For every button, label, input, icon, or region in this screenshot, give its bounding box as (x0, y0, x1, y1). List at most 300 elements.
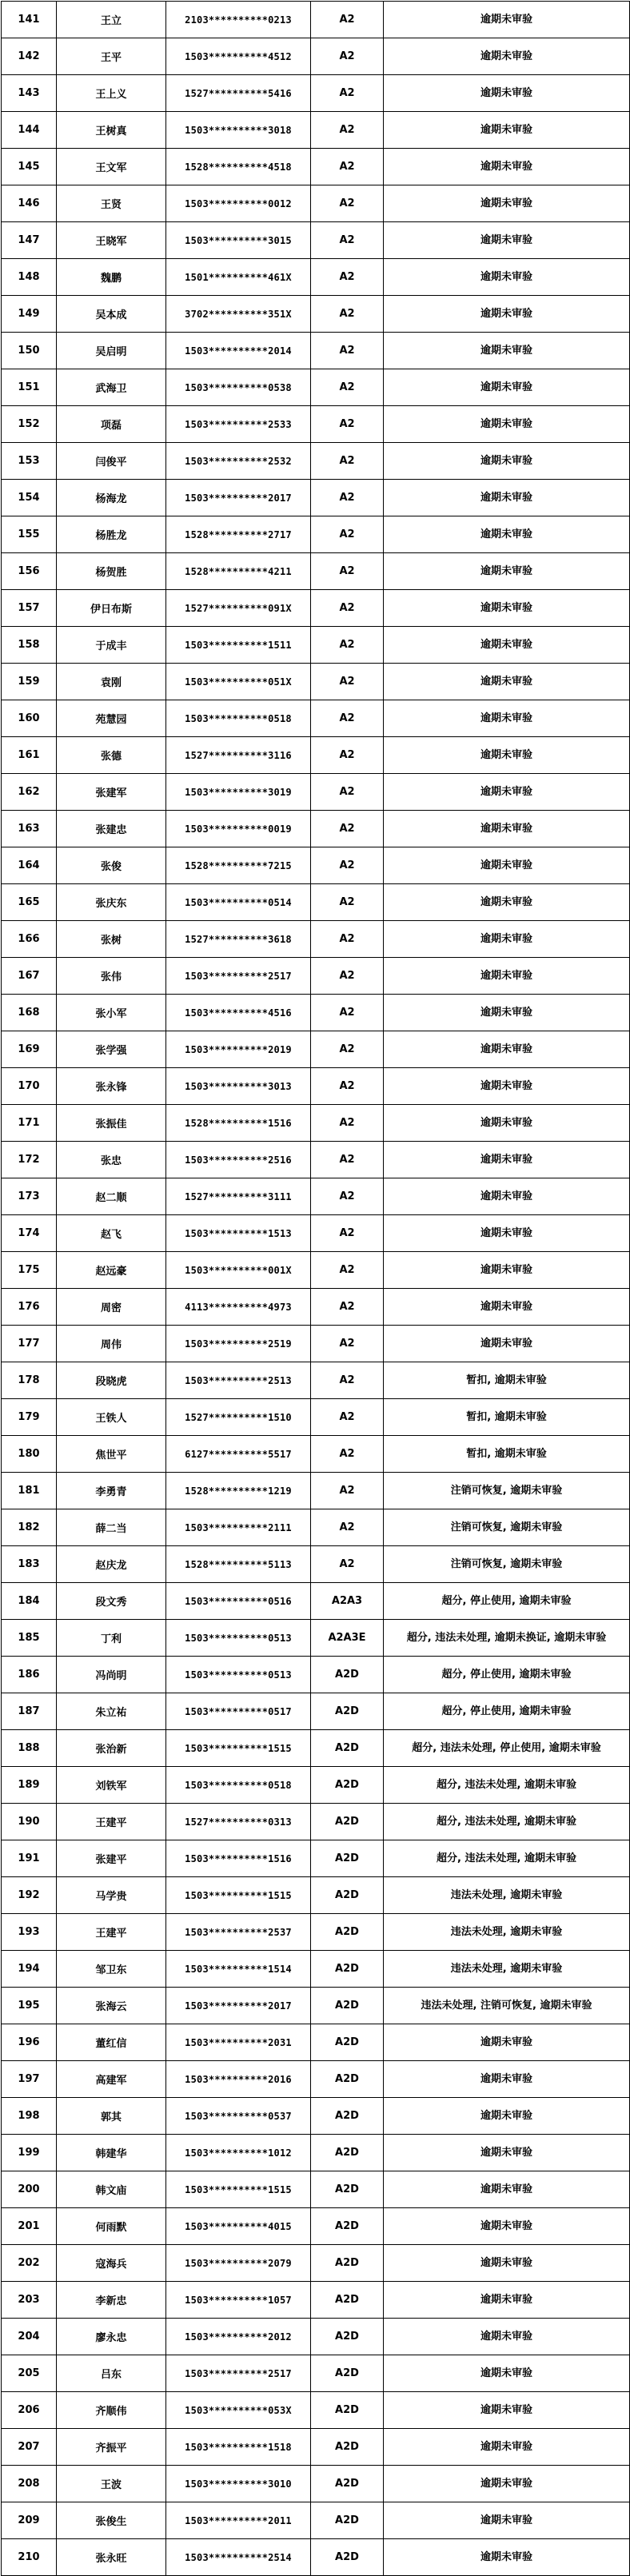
table-row (2, 1583, 630, 1620)
license-status: 逾期未审验 (384, 2171, 630, 2208)
driver-name: 齐顺伟 (57, 2392, 166, 2429)
id-number: 1503**********0518 (166, 700, 311, 737)
license-class: A2 (311, 847, 384, 884)
table-row (2, 2061, 630, 2098)
license-class: A2 (311, 553, 384, 590)
license-status: 逾期未审验 (384, 2429, 630, 2466)
license-class: A2 (311, 884, 384, 921)
table-row (2, 1326, 630, 1362)
license-status: 逾期未审验 (384, 774, 630, 811)
id-number: 1503**********0538 (166, 369, 311, 406)
row-number: 179 (2, 1399, 57, 1436)
row-number: 205 (2, 2355, 57, 2392)
license-class: A2D (311, 2539, 384, 2576)
id-number: 1503**********3013 (166, 1068, 311, 1105)
license-class: A2 (311, 1473, 384, 1509)
license-status: 逾期未审验 (384, 958, 630, 995)
table-row (2, 847, 630, 884)
row-number: 168 (2, 995, 57, 1031)
license-status: 逾期未审验 (384, 259, 630, 296)
license-status: 逾期未审验 (384, 2355, 630, 2392)
license-class: A2 (311, 443, 384, 480)
driver-name: 张忠 (57, 1142, 166, 1178)
id-number: 1503**********2533 (166, 406, 311, 443)
driver-name: 郭其 (57, 2098, 166, 2135)
row-number: 180 (2, 1436, 57, 1473)
license-class: A2D (311, 1988, 384, 2024)
id-number: 1527**********3111 (166, 1178, 311, 1215)
license-class: A2 (311, 480, 384, 516)
license-class: A2D (311, 2502, 384, 2539)
license-class: A2D (311, 2098, 384, 2135)
table-row (2, 2355, 630, 2392)
driver-name: 王上义 (57, 75, 166, 112)
license-status: 逾期未审验 (384, 2098, 630, 2135)
row-number: 142 (2, 38, 57, 75)
id-number: 1528**********1219 (166, 1473, 311, 1509)
id-number: 1528**********7215 (166, 847, 311, 884)
table-row (2, 185, 630, 222)
license-class: A2 (311, 2, 384, 38)
license-class: A2 (311, 1105, 384, 1142)
license-class: A2D (311, 2355, 384, 2392)
driver-name: 王贤 (57, 185, 166, 222)
table-row (2, 958, 630, 995)
table-row (2, 553, 630, 590)
license-status: 逾期未审验 (384, 480, 630, 516)
row-number: 210 (2, 2539, 57, 2576)
driver-name: 王铁人 (57, 1399, 166, 1436)
id-number: 1503**********001X (166, 1252, 311, 1289)
id-number: 1503**********2014 (166, 333, 311, 369)
license-status: 超分, 违法未处理, 停止使用, 逾期未审验 (384, 1730, 630, 1767)
driver-name: 王晓军 (57, 222, 166, 259)
license-status: 逾期未审验 (384, 921, 630, 958)
license-class: A2 (311, 1215, 384, 1252)
license-class: A2 (311, 737, 384, 774)
id-number: 1503**********0012 (166, 185, 311, 222)
license-class: A2D (311, 2429, 384, 2466)
driver-name: 张庆东 (57, 884, 166, 921)
row-number: 190 (2, 1804, 57, 1840)
license-class: A2 (311, 995, 384, 1031)
id-number: 1503**********2012 (166, 2319, 311, 2355)
id-number: 1503**********1518 (166, 2429, 311, 2466)
table-row (2, 1877, 630, 1914)
id-number: 1503**********2017 (166, 1988, 311, 2024)
driver-name: 杨胜龙 (57, 516, 166, 553)
row-number: 193 (2, 1914, 57, 1951)
license-class: A2 (311, 921, 384, 958)
driver-name: 苑慧园 (57, 700, 166, 737)
license-class: A2D (311, 2466, 384, 2502)
license-class: A2 (311, 1031, 384, 1068)
license-status: 逾期未审验 (384, 222, 630, 259)
driver-name: 张建军 (57, 774, 166, 811)
license-status: 逾期未审验 (384, 1215, 630, 1252)
table-row (2, 1399, 630, 1436)
row-number: 192 (2, 1877, 57, 1914)
id-number: 1528**********1516 (166, 1105, 311, 1142)
row-number: 171 (2, 1105, 57, 1142)
id-number: 1503**********3019 (166, 774, 311, 811)
license-status: 超分, 停止使用, 逾期未审验 (384, 1657, 630, 1693)
driver-name: 赵二顺 (57, 1178, 166, 1215)
driver-name: 段文秀 (57, 1583, 166, 1620)
driver-name: 杨贺胜 (57, 553, 166, 590)
driver-name: 张建忠 (57, 811, 166, 847)
license-status: 逾期未审验 (384, 2245, 630, 2282)
license-class: A2 (311, 1289, 384, 1326)
license-status: 逾期未审验 (384, 2466, 630, 2502)
table-row (2, 774, 630, 811)
id-number: 1503**********1515 (166, 1730, 311, 1767)
id-number: 1503**********2513 (166, 1362, 311, 1399)
table-row (2, 2208, 630, 2245)
license-status: 逾期未审验 (384, 38, 630, 75)
table-row (2, 443, 630, 480)
table-row (2, 1951, 630, 1988)
table-row (2, 1730, 630, 1767)
id-number: 1503**********2017 (166, 480, 311, 516)
table-row (2, 1509, 630, 1546)
license-class: A2 (311, 149, 384, 185)
license-class: A2 (311, 627, 384, 664)
id-number: 4113**********4973 (166, 1289, 311, 1326)
driver-name: 朱立祐 (57, 1693, 166, 1730)
row-number: 184 (2, 1583, 57, 1620)
license-class: A2 (311, 958, 384, 995)
license-class: A2 (311, 590, 384, 627)
id-number: 1527**********3618 (166, 921, 311, 958)
row-number: 182 (2, 1509, 57, 1546)
license-status: 超分, 违法未处理, 逾期未审验 (384, 1767, 630, 1804)
row-number: 204 (2, 2319, 57, 2355)
table-row (2, 737, 630, 774)
id-number: 1527**********3116 (166, 737, 311, 774)
driver-name: 焦世平 (57, 1436, 166, 1473)
row-number: 141 (2, 2, 57, 38)
row-number: 165 (2, 884, 57, 921)
table-row (2, 884, 630, 921)
license-status: 逾期未审验 (384, 700, 630, 737)
table-row (2, 480, 630, 516)
id-number: 1503**********3018 (166, 112, 311, 149)
id-number: 1503**********4516 (166, 995, 311, 1031)
row-number: 194 (2, 1951, 57, 1988)
id-number: 1503**********3015 (166, 222, 311, 259)
id-number: 1503**********1514 (166, 1951, 311, 1988)
license-status: 超分, 违法未处理, 逾期未审验 (384, 1840, 630, 1877)
driver-name: 吴本成 (57, 296, 166, 333)
license-class: A2D (311, 2024, 384, 2061)
license-class: A2 (311, 1178, 384, 1215)
license-status: 逾期未审验 (384, 369, 630, 406)
license-status: 逾期未审验 (384, 149, 630, 185)
license-class: A2D (311, 2392, 384, 2429)
id-number: 1503**********1511 (166, 627, 311, 664)
row-number: 198 (2, 2098, 57, 2135)
license-class: A2 (311, 1142, 384, 1178)
row-number: 177 (2, 1326, 57, 1362)
license-class: A2 (311, 664, 384, 700)
row-number: 170 (2, 1068, 57, 1105)
row-number: 207 (2, 2429, 57, 2466)
row-number: 197 (2, 2061, 57, 2098)
table-row (2, 1804, 630, 1840)
id-number: 1503**********4015 (166, 2208, 311, 2245)
table-row (2, 2282, 630, 2319)
driver-name: 刘铁军 (57, 1767, 166, 1804)
row-number: 188 (2, 1730, 57, 1767)
license-status: 逾期未审验 (384, 2135, 630, 2171)
row-number: 202 (2, 2245, 57, 2282)
license-class: A2D (311, 1951, 384, 1988)
driver-name: 王树真 (57, 112, 166, 149)
table-row (2, 369, 630, 406)
id-number: 1503**********053X (166, 2392, 311, 2429)
license-status: 违法未处理, 逾期未审验 (384, 1951, 630, 1988)
driver-name: 张治新 (57, 1730, 166, 1767)
id-number: 1503**********2019 (166, 1031, 311, 1068)
row-number: 149 (2, 296, 57, 333)
driver-name: 赵远豪 (57, 1252, 166, 1289)
driver-name: 王平 (57, 38, 166, 75)
driver-name: 张海云 (57, 1988, 166, 2024)
id-number: 1503**********2519 (166, 1326, 311, 1362)
driver-name: 韩建华 (57, 2135, 166, 2171)
license-class: A2D (311, 2208, 384, 2245)
driver-name: 伊日布斯 (57, 590, 166, 627)
row-number: 148 (2, 259, 57, 296)
license-class: A2 (311, 259, 384, 296)
row-number: 172 (2, 1142, 57, 1178)
license-status: 逾期未审验 (384, 443, 630, 480)
driver-name: 寇海兵 (57, 2245, 166, 2282)
id-number: 1503**********2011 (166, 2502, 311, 2539)
row-number: 169 (2, 1031, 57, 1068)
driver-name: 张德 (57, 737, 166, 774)
driver-name: 何雨默 (57, 2208, 166, 2245)
driver-name: 丁利 (57, 1620, 166, 1657)
driver-name: 薛二当 (57, 1509, 166, 1546)
license-status: 逾期未审验 (384, 75, 630, 112)
license-class: A2D (311, 2319, 384, 2355)
table-row (2, 1657, 630, 1693)
table-row (2, 2392, 630, 2429)
license-status: 逾期未审验 (384, 516, 630, 553)
license-class: A2 (311, 1546, 384, 1583)
table-row (2, 995, 630, 1031)
license-status: 超分, 停止使用, 逾期未审验 (384, 1693, 630, 1730)
license-status: 逾期未审验 (384, 296, 630, 333)
table-row (2, 38, 630, 75)
row-number: 175 (2, 1252, 57, 1289)
table-row (2, 406, 630, 443)
row-number: 181 (2, 1473, 57, 1509)
id-number: 1503**********2111 (166, 1509, 311, 1546)
row-number: 157 (2, 590, 57, 627)
license-class: A2D (311, 2135, 384, 2171)
license-class: A2 (311, 296, 384, 333)
table-row (2, 1068, 630, 1105)
license-status: 逾期未审验 (384, 664, 630, 700)
id-number: 1528**********2717 (166, 516, 311, 553)
driver-name: 杨海龙 (57, 480, 166, 516)
license-status: 逾期未审验 (384, 737, 630, 774)
table-row (2, 1031, 630, 1068)
driver-name: 段晓虎 (57, 1362, 166, 1399)
table-row (2, 700, 630, 737)
driver-name: 张俊 (57, 847, 166, 884)
license-status: 超分, 违法未处理, 逾期未换证, 逾期未审验 (384, 1620, 630, 1657)
table-row (2, 75, 630, 112)
row-number: 195 (2, 1988, 57, 2024)
row-number: 199 (2, 2135, 57, 2171)
driver-name: 张永旺 (57, 2539, 166, 2576)
license-status: 逾期未审验 (384, 112, 630, 149)
driver-name: 李勇青 (57, 1473, 166, 1509)
driver-name: 王波 (57, 2466, 166, 2502)
driver-name: 王建平 (57, 1914, 166, 1951)
license-status: 逾期未审验 (384, 1252, 630, 1289)
id-number: 1503**********0518 (166, 1767, 311, 1804)
license-class: A2A3 (311, 1583, 384, 1620)
license-class: A2 (311, 38, 384, 75)
table-row (2, 1215, 630, 1252)
roster-body (2, 2, 630, 2576)
license-status: 逾期未审验 (384, 2061, 630, 2098)
license-status: 违法未处理, 注销可恢复, 逾期未审验 (384, 1988, 630, 2024)
row-number: 161 (2, 737, 57, 774)
row-number: 166 (2, 921, 57, 958)
driver-name: 高建军 (57, 2061, 166, 2098)
id-number: 1503**********1057 (166, 2282, 311, 2319)
id-number: 1503**********2517 (166, 2355, 311, 2392)
driver-name: 袁刚 (57, 664, 166, 700)
license-status: 注销可恢复, 逾期未审验 (384, 1473, 630, 1509)
driver-name: 张学强 (57, 1031, 166, 1068)
license-class: A2D (311, 1767, 384, 1804)
driver-name: 张振佳 (57, 1105, 166, 1142)
license-status: 逾期未审验 (384, 1068, 630, 1105)
row-number: 156 (2, 553, 57, 590)
driver-name: 张伟 (57, 958, 166, 995)
license-status: 逾期未审验 (384, 1105, 630, 1142)
driver-name: 齐振平 (57, 2429, 166, 2466)
id-number: 1503**********0513 (166, 1657, 311, 1693)
driver-name: 张永锋 (57, 1068, 166, 1105)
license-status: 注销可恢复, 逾期未审验 (384, 1546, 630, 1583)
driver-name: 王立 (57, 2, 166, 38)
id-number: 1503**********0537 (166, 2098, 311, 2135)
row-number: 191 (2, 1840, 57, 1877)
table-row (2, 2171, 630, 2208)
id-number: 1503**********2514 (166, 2539, 311, 2576)
license-class: A2D (311, 2282, 384, 2319)
id-number: 1503**********2517 (166, 958, 311, 995)
table-row (2, 333, 630, 369)
driver-name: 赵飞 (57, 1215, 166, 1252)
row-number: 154 (2, 480, 57, 516)
id-number: 1503**********4512 (166, 38, 311, 75)
driver-name: 张树 (57, 921, 166, 958)
id-number: 1503**********2031 (166, 2024, 311, 2061)
row-number: 164 (2, 847, 57, 884)
table-row (2, 1620, 630, 1657)
row-number: 178 (2, 1362, 57, 1399)
driver-name: 张俊生 (57, 2502, 166, 2539)
row-number: 189 (2, 1767, 57, 1804)
license-status: 逾期未审验 (384, 2539, 630, 2576)
table-row (2, 1473, 630, 1509)
id-number: 1528**********4211 (166, 553, 311, 590)
license-status: 逾期未审验 (384, 2392, 630, 2429)
id-number: 1527**********1510 (166, 1399, 311, 1436)
id-number: 1503**********1516 (166, 1840, 311, 1877)
table-row (2, 590, 630, 627)
license-status: 暂扣, 逾期未审验 (384, 1399, 630, 1436)
license-class: A2D (311, 2061, 384, 2098)
driver-name: 吴启明 (57, 333, 166, 369)
id-number: 1503**********2016 (166, 2061, 311, 2098)
driver-name: 于成丰 (57, 627, 166, 664)
id-number: 1503**********1513 (166, 1215, 311, 1252)
table-row (2, 811, 630, 847)
id-number: 1503**********0019 (166, 811, 311, 847)
id-number: 1527**********091X (166, 590, 311, 627)
license-status: 逾期未审验 (384, 2208, 630, 2245)
row-number: 176 (2, 1289, 57, 1326)
row-number: 147 (2, 222, 57, 259)
row-number: 187 (2, 1693, 57, 1730)
row-number: 174 (2, 1215, 57, 1252)
license-status: 逾期未审验 (384, 185, 630, 222)
row-number: 163 (2, 811, 57, 847)
license-class: A2 (311, 774, 384, 811)
row-number: 208 (2, 2466, 57, 2502)
id-number: 1503**********0516 (166, 1583, 311, 1620)
driver-name: 廖永忠 (57, 2319, 166, 2355)
driver-name: 闫俊平 (57, 443, 166, 480)
license-status: 逾期未审验 (384, 1326, 630, 1362)
table-row (2, 112, 630, 149)
license-class: A2D (311, 2245, 384, 2282)
id-number: 1527**********0313 (166, 1804, 311, 1840)
row-number: 144 (2, 112, 57, 149)
license-class: A2 (311, 1509, 384, 1546)
table-row (2, 1289, 630, 1326)
driver-name: 王建平 (57, 1804, 166, 1840)
license-status: 逾期未审验 (384, 1031, 630, 1068)
table-row (2, 2098, 630, 2135)
license-class: A2 (311, 369, 384, 406)
row-number: 158 (2, 627, 57, 664)
license-status: 逾期未审验 (384, 627, 630, 664)
license-status: 逾期未审验 (384, 2319, 630, 2355)
driver-name: 魏鹏 (57, 259, 166, 296)
driver-name: 冯尚明 (57, 1657, 166, 1693)
id-number: 1503**********3010 (166, 2466, 311, 2502)
license-class: A2 (311, 1436, 384, 1473)
id-number: 1503**********2516 (166, 1142, 311, 1178)
id-number: 1528**********5113 (166, 1546, 311, 1583)
license-status: 违法未处理, 逾期未审验 (384, 1914, 630, 1951)
license-class: A2 (311, 1252, 384, 1289)
license-status: 逾期未审验 (384, 995, 630, 1031)
table-row (2, 2024, 630, 2061)
row-number: 185 (2, 1620, 57, 1657)
